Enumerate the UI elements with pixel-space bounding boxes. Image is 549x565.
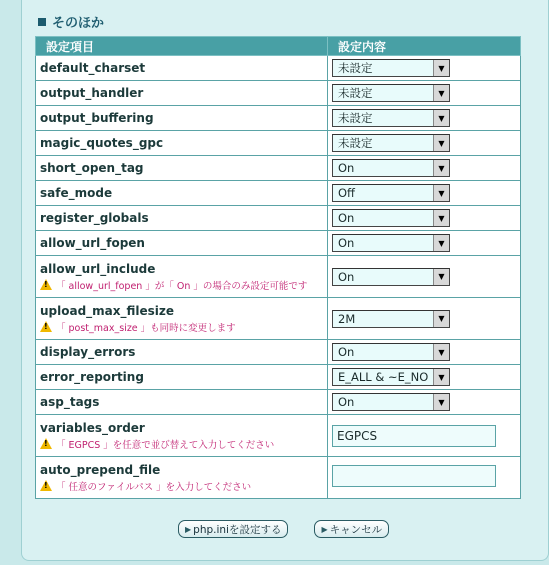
asp-tags-select[interactable] bbox=[332, 393, 450, 411]
table-row bbox=[36, 156, 521, 181]
setting-name: variables_order bbox=[40, 420, 145, 435]
output-handler-select[interactable] bbox=[332, 84, 450, 102]
table-row bbox=[36, 457, 521, 499]
table-row bbox=[36, 390, 521, 415]
table-row bbox=[36, 365, 521, 390]
dropdown-arrow-icon[interactable]: ▼ bbox=[433, 235, 449, 251]
select-value: On bbox=[338, 345, 355, 359]
dropdown-arrow-icon[interactable]: ▼ bbox=[433, 185, 449, 201]
magic-quotes-gpc-select[interactable] bbox=[332, 134, 450, 152]
note-text: 「 post_max_size 」も同時に変更します bbox=[56, 322, 236, 334]
display-errors-select[interactable] bbox=[332, 343, 450, 361]
table-row bbox=[36, 415, 521, 457]
dropdown-arrow-icon[interactable]: ▼ bbox=[433, 394, 449, 410]
setting-name: register_globals bbox=[36, 206, 328, 231]
setting-name: asp_tags bbox=[36, 390, 328, 415]
allow-url-fopen-select[interactable] bbox=[332, 234, 450, 252]
setting-name-cell bbox=[36, 415, 328, 457]
setting-name: safe_mode bbox=[36, 181, 328, 206]
safe-mode-select[interactable] bbox=[332, 184, 450, 202]
select-value: E_ALL & ~E_NO bbox=[338, 370, 429, 384]
setting-note bbox=[40, 437, 323, 451]
table-row bbox=[36, 231, 521, 256]
submit-php-ini-button[interactable] bbox=[178, 520, 288, 538]
setting-name-cell bbox=[36, 457, 328, 499]
setting-name: default_charset bbox=[36, 56, 328, 81]
setting-name: display_errors bbox=[36, 340, 328, 365]
select-value: On bbox=[338, 161, 355, 175]
dropdown-arrow-icon[interactable]: ▼ bbox=[433, 110, 449, 126]
setting-name: auto_prepend_file bbox=[40, 462, 161, 477]
dropdown-arrow-icon[interactable]: ▼ bbox=[433, 369, 449, 385]
select-value: 未設定 bbox=[338, 61, 373, 75]
setting-name: output_buffering bbox=[36, 106, 328, 131]
warning-icon bbox=[40, 279, 52, 290]
table-row bbox=[36, 206, 521, 231]
setting-name: output_handler bbox=[36, 81, 328, 106]
dropdown-arrow-icon[interactable]: ▼ bbox=[433, 311, 449, 327]
variables-order-input[interactable]: EGPCS bbox=[332, 425, 496, 447]
dropdown-arrow-icon[interactable]: ▼ bbox=[433, 160, 449, 176]
dropdown-arrow-icon[interactable]: ▼ bbox=[433, 60, 449, 76]
register-globals-select[interactable] bbox=[332, 209, 450, 227]
select-value: On bbox=[338, 236, 355, 250]
warning-icon bbox=[40, 438, 52, 449]
upload-max-filesize-select[interactable] bbox=[332, 310, 450, 328]
note-text: 「 任意のファイルパス 」を入力してください bbox=[56, 481, 252, 493]
select-value: On bbox=[338, 211, 355, 225]
table-row bbox=[36, 298, 521, 340]
error-reporting-select[interactable] bbox=[332, 368, 450, 386]
column-header-value: 設定内容 bbox=[328, 37, 521, 56]
select-value: Off bbox=[338, 186, 355, 200]
select-value: On bbox=[338, 395, 355, 409]
table-row bbox=[36, 340, 521, 365]
note-text: 「 EGPCS 」を任意で並び替えて入力してください bbox=[56, 439, 275, 451]
setting-name: error_reporting bbox=[36, 365, 328, 390]
warning-icon bbox=[40, 480, 52, 491]
table-row bbox=[36, 56, 521, 81]
setting-name-cell bbox=[36, 298, 328, 340]
table-row bbox=[36, 181, 521, 206]
dropdown-arrow-icon[interactable]: ▼ bbox=[433, 85, 449, 101]
arrow-right-icon: ▶ bbox=[321, 524, 328, 534]
warning-icon bbox=[40, 321, 52, 332]
setting-name: upload_max_filesize bbox=[40, 303, 175, 318]
setting-name: short_open_tag bbox=[36, 156, 328, 181]
table-row bbox=[36, 106, 521, 131]
dropdown-arrow-icon[interactable]: ▼ bbox=[433, 135, 449, 151]
dropdown-arrow-icon[interactable]: ▼ bbox=[433, 344, 449, 360]
table-row bbox=[36, 131, 521, 156]
section-title-text: そのほか bbox=[52, 16, 105, 31]
section-title bbox=[38, 12, 104, 31]
setting-note bbox=[40, 479, 323, 493]
note-text: 「 allow_url_fopen 」が「 On 」の場合のみ設定可能です bbox=[56, 280, 308, 292]
short-open-tag-select[interactable] bbox=[332, 159, 450, 177]
select-value: 未設定 bbox=[338, 86, 373, 100]
form-buttons bbox=[178, 520, 389, 538]
setting-name-cell bbox=[36, 256, 328, 298]
setting-name: allow_url_fopen bbox=[36, 231, 328, 256]
default-charset-select[interactable] bbox=[332, 59, 450, 77]
submit-label: php.iniを設定する bbox=[193, 523, 282, 536]
output-buffering-select[interactable] bbox=[332, 109, 450, 127]
section-bullet-icon bbox=[38, 18, 46, 26]
setting-name: allow_url_include bbox=[40, 261, 156, 276]
table-row bbox=[36, 81, 521, 106]
allow-url-include-select[interactable] bbox=[332, 268, 450, 286]
select-value: On bbox=[338, 269, 355, 284]
dropdown-arrow-icon[interactable]: ▼ bbox=[433, 210, 449, 226]
setting-note bbox=[40, 320, 323, 334]
dropdown-arrow-icon[interactable]: ▼ bbox=[433, 269, 449, 285]
auto-prepend-file-input[interactable] bbox=[332, 465, 496, 487]
settings-table bbox=[35, 36, 521, 499]
select-value: 未設定 bbox=[338, 111, 373, 125]
select-value: 未設定 bbox=[338, 136, 373, 150]
cancel-label: キャンセル bbox=[329, 523, 383, 536]
table-row bbox=[36, 256, 521, 298]
cancel-button[interactable] bbox=[314, 520, 389, 538]
column-header-name: 設定項目 bbox=[36, 37, 328, 56]
arrow-right-icon: ▶ bbox=[185, 524, 192, 534]
select-value: 2M bbox=[338, 311, 356, 326]
setting-name: magic_quotes_gpc bbox=[36, 131, 328, 156]
setting-note bbox=[40, 278, 323, 292]
table-header bbox=[36, 37, 521, 56]
